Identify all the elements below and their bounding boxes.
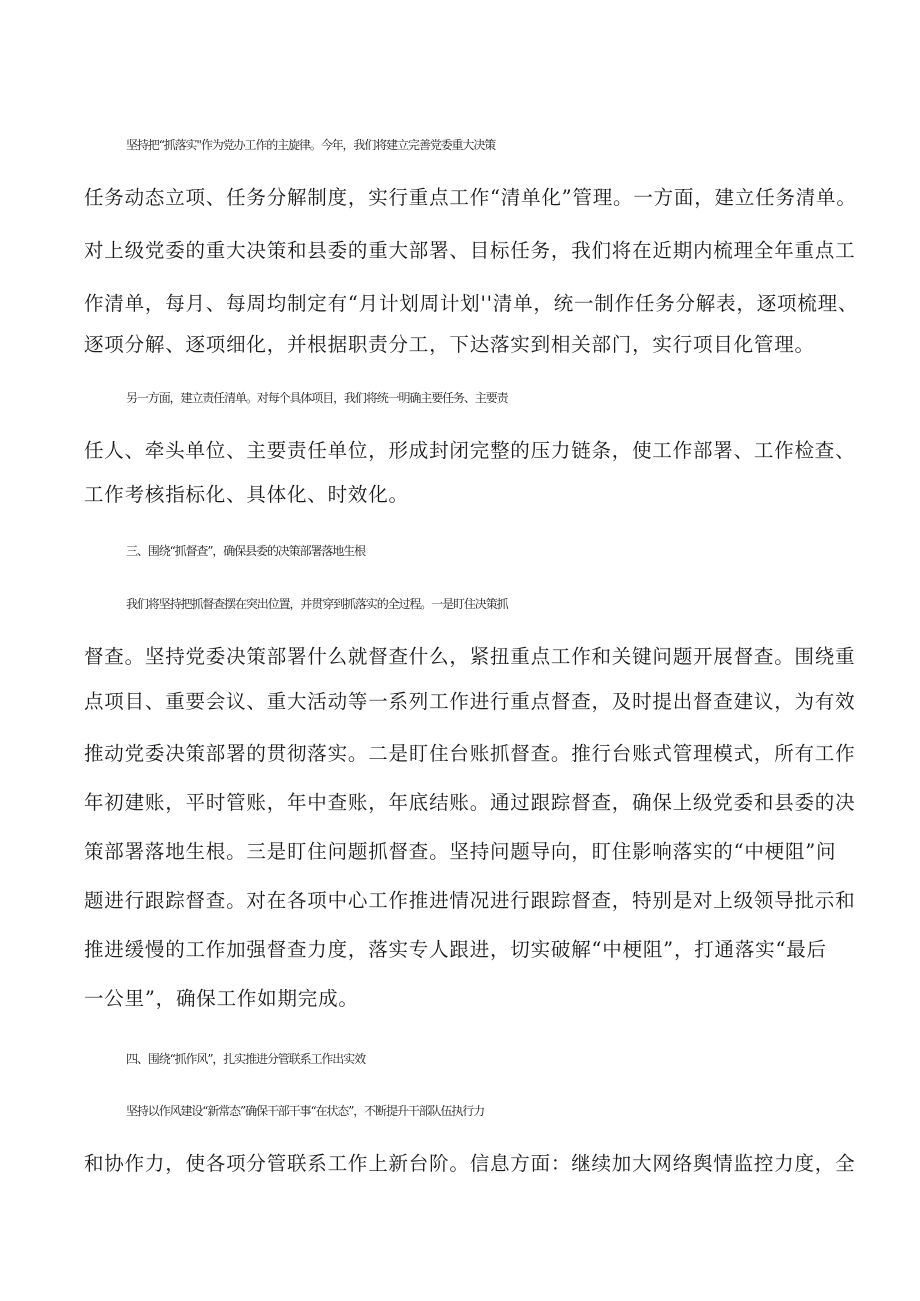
paragraph-1-line-5: 逐项分解、逐项细化，并根据职责分工，下达落实到相关部门，实行项目化管理。 (84, 333, 815, 356)
paragraph-4-line-2: 和协作力，使各项分管联系工作上新台阶。信息方面：继续加大网络舆情监控力度，全 (84, 1152, 856, 1175)
paragraph-3-line-1: 我们将坚持把抓督查摆在突出位置，并贯穿到抓落实的全过程。一是盯住决策抓 (126, 597, 508, 611)
paragraph-2-line-3: 工作考核指标化、具体化、时效化。 (84, 483, 409, 506)
paragraph-2-line-1: 另一方面，建立责任清单。对每个具体项目，我们将统一明确主要任务、主要责 (126, 391, 508, 405)
section-heading-4: 四、围绕“抓作风”，扎实推进分管联系工作出实效 (126, 1052, 365, 1066)
paragraph-3-line-6: 策部署落地生根。三是盯住问题抓督查。坚持问题导向，盯住影响落实的“中梗阻”问 (84, 840, 837, 863)
paragraph-2-line-2: 任人、牵头单位、主要责任单位，形成封闭完整的压力链条，使工作部署、工作检查、 (84, 439, 856, 462)
paragraph-4-line-1: 坚持以作风建设“新常态”确保干部干事“在状态”，不断提升干部队伍执行力 (126, 1104, 485, 1118)
paragraph-1-line-4: 作清单，每月、每周均制定有“月计划周计划''清单，统一制作任务分解表，逐项梳理、 (84, 292, 859, 315)
paragraph-3-line-9: 一公里”，确保工作如期完成。 (84, 987, 359, 1010)
paragraph-3-line-5: 年初建账，平时管账，年中查账，年底结账。通过跟踪督查，确保上级党委和县委的决 (84, 791, 856, 814)
paragraph-3-line-2: 督查。坚持党委决策部署什么就督查什么，紧扭重点工作和关键问题开展督查。围绕重 (84, 645, 856, 668)
paragraph-1-line-3: 对上级党委的重大决策和县委的重大部署、目标任务，我们将在近期内梳理全年重点工 (84, 239, 856, 262)
paragraph-3-line-3: 点项目、重要会议、重大活动等一系列工作进行重点督查，及时提出督查建议，为有效 (84, 690, 856, 713)
paragraph-3-line-8: 推进缓慢的工作加强督查力度，落实专人跟进，切实破解“中梗阻”，打通落实“最后 (84, 938, 827, 961)
paragraph-3-line-7: 题进行跟踪督查。对在各项中心工作推进情况进行跟踪督查，特别是对上级领导批示和 (84, 889, 856, 912)
paragraph-1-line-2: 任务动态立项、任务分解制度，实行重点工作“清单化”管理。一方面，建立任务清单。 (84, 186, 857, 209)
paragraph-3-line-4: 推动党委决策部署的贯彻落实。二是盯住台账抓督查。推行台账式管理模式，所有工作 (84, 742, 856, 765)
paragraph-1-line-1: 坚持把“抓落实''作为党办工作的主旋律。今年，我们将建立完善党委重大决策 (126, 138, 496, 152)
section-heading-3: 三、围绕“抓督查”，确保县委的决策部署落地生根 (126, 544, 365, 558)
